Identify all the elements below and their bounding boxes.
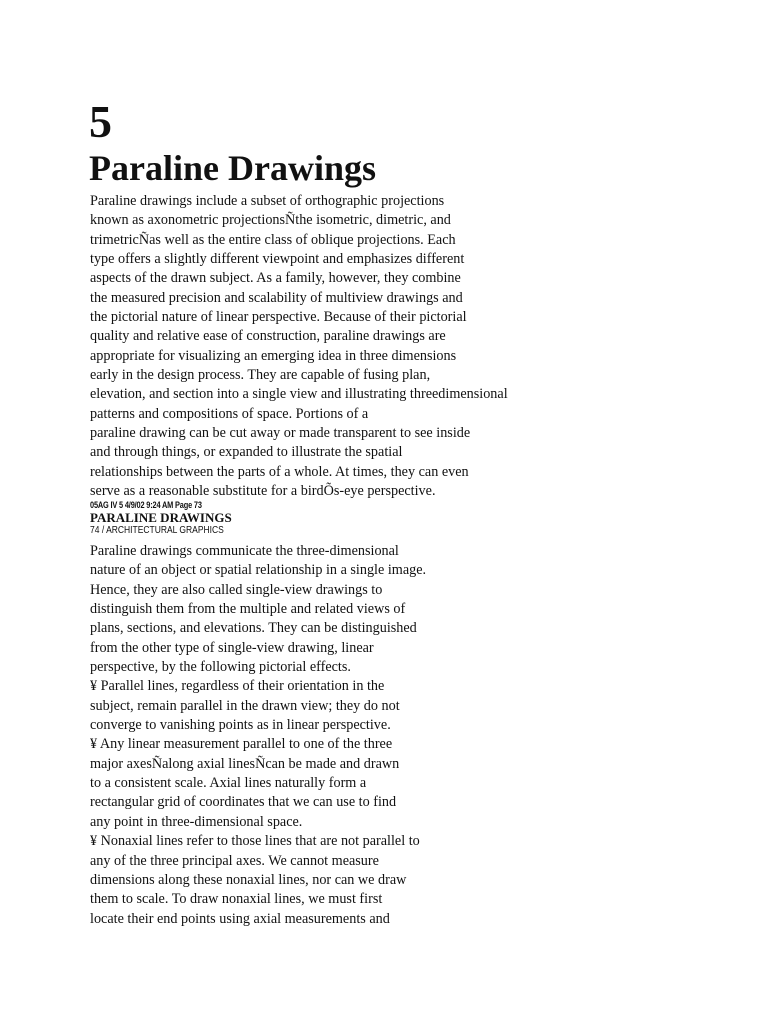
body-line: any point in three-dimensional space. <box>90 813 303 830</box>
body-line: from the other type of single-view drawing, linear <box>90 639 374 656</box>
body-line: subject, remain parallel in the drawn view; they do not <box>90 697 400 714</box>
chapter-number: 5 <box>89 96 112 147</box>
page-header-block <box>90 500 247 537</box>
section-heading: PARALINE DRAWINGS <box>90 510 232 525</box>
chapter-title: Paraline Drawings <box>89 148 376 188</box>
body-line: Paraline drawings communicate the three-dimensional <box>90 543 399 559</box>
body-line: plans, sections, and elevations. They can be distinguished <box>90 620 417 637</box>
intro-line: paraline drawing can be cut away or made transparent to see inside <box>90 425 471 442</box>
body-line: rectangular grid of coordinates that we can use to find <box>90 794 397 811</box>
page-meta: 05AG IV 5 4/9/02 9:24 AM Page 73 <box>90 500 202 510</box>
body-line: distinguish them from the multiple and related views of <box>90 601 406 618</box>
body-line: nature of an object or spatial relationship in a single image. <box>90 562 427 579</box>
intro-line: the pictorial nature of linear perspective. Because of their pictorial <box>90 309 467 326</box>
body-line: converge to vanishing points as in linear perspective. <box>90 717 391 734</box>
intro-line: type offers a slightly different viewpoint and emphasizes different <box>90 251 465 268</box>
body-line: major axesÑalong axial linesÑcan be made and drawn <box>90 755 400 772</box>
intro-line: appropriate for visualizing an emerging idea in three dimensions <box>90 347 457 364</box>
intro-line: known as axonometric projectionsÑthe isometric, dimetric, and <box>90 212 451 229</box>
intro-line: early in the design process. They are capable of fusing plan, <box>90 367 431 384</box>
bullet-line: ¥ Nonaxial lines refer to those lines that are not parallel to <box>90 833 420 850</box>
intro-line: elevation, and section into a single view and illustrating threedimensional <box>90 386 508 403</box>
intro-line: and through things, or expanded to illustrate the spatial <box>90 444 403 461</box>
body-line: to a consistent scale. Axial lines naturally form a <box>90 775 367 792</box>
body-line: dimensions along these nonaxial lines, nor can we draw <box>90 871 407 888</box>
body-line: perspective, by the following pictorial effects. <box>90 659 351 676</box>
body-line: them to scale. To draw nonaxial lines, we must first <box>90 891 383 908</box>
intro-paragraph <box>90 192 508 502</box>
intro-line: aspects of the drawn subject. As a family, however, they combine <box>90 270 461 287</box>
intro-line: patterns and compositions of space. Portions of a <box>90 405 369 422</box>
body-line: locate their end points using axial measurements and <box>90 910 390 927</box>
intro-line: Paraline drawings include a subset of orthographic projections <box>90 193 445 209</box>
intro-line: the measured precision and scalability of multiview drawings and <box>90 289 463 306</box>
bullet-line: ¥ Any linear measurement parallel to one of the three <box>90 736 393 753</box>
body-line: Hence, they are also called single-view drawings to <box>90 581 383 598</box>
intro-line: serve as a reasonable substitute for a birdÕs-eye perspective. <box>90 483 436 500</box>
running-header: 74 / ARCHITECTURAL GRAPHICS <box>90 525 224 536</box>
intro-line: relationships between the parts of a whole. At times, they can even <box>90 463 469 480</box>
intro-line: trimetricÑas well as the entire class of oblique projections. Each <box>90 231 456 248</box>
intro-line: quality and relative ease of construction, paraline drawings are <box>90 328 446 345</box>
body-text <box>90 542 426 929</box>
bullet-line: ¥ Parallel lines, regardless of their orientation in the <box>90 678 385 695</box>
body-line: any of the three principal axes. We cannot measure <box>90 852 379 869</box>
